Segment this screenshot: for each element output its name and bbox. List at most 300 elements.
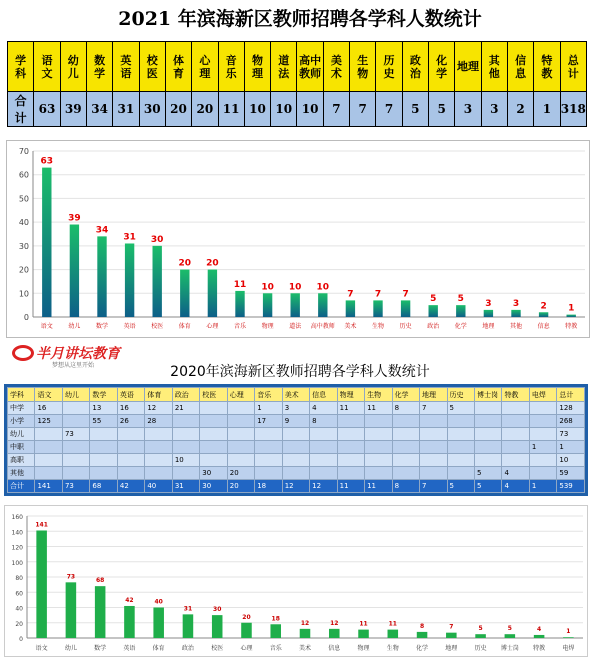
table-2020-cell [227, 428, 254, 441]
bar [346, 300, 355, 317]
table-2020-cell [117, 441, 144, 454]
table-2020-cell: 5 [447, 402, 474, 415]
table-2020-cell [200, 402, 227, 415]
bar [505, 634, 516, 638]
table-2020-cell: 生物 [365, 388, 392, 402]
x-tick-label: 地理 [445, 645, 458, 652]
bar-value-label: 1 [566, 628, 571, 636]
table-2020-cell [310, 428, 337, 441]
table-2020-cell [145, 441, 172, 454]
table-2020-cell [365, 428, 392, 441]
table-2020-cell: 30 [200, 467, 227, 480]
table-2020-cell [90, 454, 117, 467]
bar [511, 310, 520, 317]
table-2020-cell [172, 428, 199, 441]
x-tick-label: 语文 [40, 323, 53, 330]
y-tick-label: 30 [18, 241, 29, 251]
x-tick-label: 生物 [371, 323, 385, 330]
table-2020-cell: 17 [255, 415, 282, 428]
bar [300, 629, 311, 638]
bar-value-label: 40 [154, 598, 163, 606]
table-2020-cell [255, 441, 282, 454]
table-2020-cell [447, 454, 474, 467]
y-tick-label: 40 [18, 218, 29, 228]
bar [429, 305, 438, 317]
table-2020-cell: 73 [62, 480, 89, 493]
table-2020-cell [529, 467, 556, 480]
table-2020-cell [145, 454, 172, 467]
table-2020-cell: 物理 [337, 388, 364, 402]
table-2021-value-cell: 31 [113, 92, 139, 127]
table-2020-cell [282, 428, 309, 441]
bar-value-label: 4 [537, 625, 542, 633]
table-2020-cell: 268 [557, 415, 585, 428]
table-2020-cell: 音乐 [255, 388, 282, 402]
table-2020-cell: 12 [145, 402, 172, 415]
table-2020-cell: 历史 [447, 388, 474, 402]
table-2020 [7, 387, 585, 493]
table-2021-header-cell: 历 史 [376, 42, 402, 92]
x-tick-label: 特教 [533, 645, 546, 652]
table-2020-cell [200, 454, 227, 467]
table-2020-cell: 42 [117, 480, 144, 493]
x-tick-label: 音乐 [233, 323, 247, 330]
table-2021-value-cell: 合 计 [8, 92, 34, 127]
bar-value-label: 31 [183, 605, 193, 613]
bar [42, 168, 51, 317]
table-2020-cell: 12 [310, 480, 337, 493]
table-2020-cell [447, 415, 474, 428]
bar [183, 614, 194, 638]
x-tick-label: 特教 [565, 323, 578, 330]
table-2020-cell [255, 454, 282, 467]
table-2020-cell [62, 454, 89, 467]
logo-mark-icon [12, 345, 34, 361]
x-tick-label: 幼儿 [68, 323, 81, 330]
table-2020-row [8, 441, 585, 454]
table-2020-cell: 128 [557, 402, 585, 415]
table-2020-row [8, 428, 585, 441]
table-2020-cell: 学科 [8, 388, 35, 402]
table-2020-cell [420, 454, 447, 467]
table-2020-cell: 总计 [557, 388, 585, 402]
table-2020-cell [392, 441, 419, 454]
bar-value-label: 7 [374, 289, 382, 300]
y-tick-label: 20 [18, 265, 29, 275]
table-2020-cell [365, 441, 392, 454]
table-2021-header-cell: 其 他 [481, 42, 507, 92]
table-2020-cell [337, 415, 364, 428]
table-2020-cell [200, 441, 227, 454]
table-2020-cell: 小学 [8, 415, 35, 428]
x-tick-label: 历史 [474, 645, 487, 652]
table-2020-cell: 10 [172, 454, 199, 467]
table-2020-cell: 7 [420, 402, 447, 415]
table-2020-cell: 11 [337, 402, 364, 415]
logo-brand-text: 半月讲坛教育 [36, 346, 120, 362]
table-2020-cell: 31 [172, 480, 199, 493]
y-tick-label: 40 [15, 605, 23, 613]
table-2020-cell: 9 [282, 415, 309, 428]
table-2020-cell [35, 441, 62, 454]
table-2020-cell [35, 428, 62, 441]
table-2020-cell: 合计 [8, 480, 35, 493]
bar-value-label: 7 [449, 623, 454, 631]
table-2020-cell [447, 441, 474, 454]
chart-2021-svg [7, 141, 591, 339]
table-2020-cell [35, 454, 62, 467]
table-2020-cell [365, 415, 392, 428]
x-tick-label: 心理 [206, 323, 219, 330]
table-2020-cell: 1 [529, 441, 556, 454]
bar [291, 293, 300, 317]
x-tick-label: 美术 [344, 323, 357, 330]
table-2020-cell: 73 [62, 428, 89, 441]
table-2020-cell: 5 [474, 467, 501, 480]
table-2020-cell [447, 467, 474, 480]
table-2020-cell [502, 454, 529, 467]
x-tick-label: 体育 [178, 323, 191, 330]
table-2020-cell: 4 [502, 467, 529, 480]
bar [153, 608, 164, 639]
x-tick-label: 道法 [289, 323, 302, 330]
table-2020-cell: 16 [117, 402, 144, 415]
table-2020-cell [35, 467, 62, 480]
table-2020-cell: 中学 [8, 402, 35, 415]
table-2020-cell: 数学 [90, 388, 117, 402]
bar [97, 236, 106, 317]
table-2020-cell [529, 428, 556, 441]
bar-value-label: 12 [330, 619, 339, 627]
bar-value-label: 8 [419, 622, 425, 630]
table-2020-cell: 信息 [310, 388, 337, 402]
table-2021-header-cell: 体 育 [165, 42, 191, 92]
bar [125, 243, 134, 317]
table-2021-header-cell: 总 计 [560, 42, 586, 92]
table-2020-cell: 体育 [145, 388, 172, 402]
bar-value-label: 20 [242, 613, 251, 621]
table-2021-header-cell: 语 文 [34, 42, 60, 92]
x-tick-label: 信息 [537, 323, 550, 330]
y-tick-label: 160 [11, 514, 23, 521]
x-tick-label: 心理 [240, 645, 253, 652]
y-tick-label: 100 [11, 559, 23, 567]
table-2020-cell [255, 467, 282, 480]
table-2021-value-cell: 7 [323, 92, 349, 127]
table-2021-header-cell: 政 治 [402, 42, 428, 92]
x-tick-label: 物理 [261, 323, 274, 330]
bar-value-label: 39 [68, 213, 81, 224]
table-2021-header-cell: 校 医 [139, 42, 165, 92]
bar [475, 634, 486, 638]
chart-2020-svg [5, 506, 589, 658]
table-2020-cell [282, 467, 309, 480]
table-2020-cell [392, 415, 419, 428]
table-2020-cell: 8 [392, 480, 419, 493]
table-2020-cell: 20 [227, 467, 254, 480]
table-2020-cell [227, 415, 254, 428]
table-2021-total-row [8, 92, 587, 127]
table-2021-value-cell: 34 [86, 92, 112, 127]
y-tick-label: 60 [18, 170, 29, 180]
table-2021-value-cell: 7 [376, 92, 402, 127]
bar [534, 635, 545, 638]
table-2020-cell: 141 [35, 480, 62, 493]
table-2021-value-cell: 11 [218, 92, 244, 127]
bar-value-label: 63 [40, 156, 54, 167]
x-tick-label: 其他 [509, 323, 523, 330]
table-2020-cell: 11 [365, 480, 392, 493]
table-2021-value-cell: 30 [139, 92, 165, 127]
bar [270, 624, 281, 638]
y-tick-label: 50 [18, 194, 29, 204]
table-2020-cell [227, 454, 254, 467]
table-2021-header-cell: 音 乐 [218, 42, 244, 92]
table-2020-cell [502, 441, 529, 454]
y-tick-label: 140 [11, 529, 23, 537]
table-2021-value-cell: 63 [34, 92, 60, 127]
table-2020-cell: 3 [282, 402, 309, 415]
table-2020-cell: 高职 [8, 454, 35, 467]
bar-value-label: 18 [271, 615, 280, 623]
y-tick-label: 70 [18, 147, 29, 156]
x-tick-label: 信息 [328, 645, 341, 652]
table-2020-cell: 55 [90, 415, 117, 428]
bar-value-label: 7 [402, 289, 409, 300]
table-2020-cell [172, 441, 199, 454]
table-2020-cell [392, 454, 419, 467]
table-2020-cell [62, 467, 89, 480]
bar-value-label: 5 [507, 625, 512, 633]
chart-2020 [4, 505, 588, 657]
bar-value-label: 141 [35, 521, 48, 529]
table-2020-cell: 10 [557, 454, 585, 467]
bar [235, 291, 244, 317]
table-2020-cell: 8 [392, 402, 419, 415]
table-2020-cell: 68 [90, 480, 117, 493]
x-tick-label: 化学 [454, 323, 467, 330]
table-2020-row [8, 467, 585, 480]
table-2021-header-cell: 物 理 [244, 42, 270, 92]
bar [373, 300, 382, 317]
bar-value-label: 73 [66, 573, 76, 581]
table-2020-cell [337, 454, 364, 467]
bar [153, 246, 162, 317]
table-2020-cell: 21 [172, 402, 199, 415]
table-2020-cell [117, 454, 144, 467]
table-2020-cell: 539 [557, 480, 585, 493]
table-2020-cell: 幼儿 [62, 388, 89, 402]
table-2020-cell [227, 441, 254, 454]
table-2021-header-cell: 英 语 [113, 42, 139, 92]
table-2020-cell: 13 [90, 402, 117, 415]
bar-value-label: 1 [568, 303, 575, 314]
table-2020-cell: 59 [557, 467, 585, 480]
table-2021-value-cell: 2 [507, 92, 533, 127]
table-2021 [7, 41, 587, 127]
table-2020-cell [502, 402, 529, 415]
table-2020-cell: 8 [310, 415, 337, 428]
table-2020-cell [200, 428, 227, 441]
table-2020-cell [145, 428, 172, 441]
table-2021-header-cell: 学 科 [8, 42, 34, 92]
table-2021-header-cell: 美 术 [323, 42, 349, 92]
table-2020-cell [474, 428, 501, 441]
table-2020-cell [310, 454, 337, 467]
table-2021-header-cell: 数 学 [86, 42, 112, 92]
table-2021-header-cell: 地理 [455, 42, 481, 92]
table-2021-header-cell: 心 理 [192, 42, 218, 92]
y-tick-label: 120 [11, 544, 23, 552]
table-2021-header-cell: 幼 儿 [60, 42, 86, 92]
bar-value-label: 5 [478, 625, 483, 633]
table-2021-value-cell: 318 [560, 92, 586, 127]
bar [70, 225, 79, 317]
x-tick-label: 地理 [482, 323, 495, 330]
table-2021-header-row [8, 42, 587, 92]
table-2020-cell: 化学 [392, 388, 419, 402]
y-tick-label: 80 [15, 575, 23, 582]
table-2020-cell [420, 428, 447, 441]
table-2020-cell: 4 [502, 480, 529, 493]
bar [263, 293, 272, 317]
bar-value-label: 31 [123, 232, 136, 243]
table-2020-cell [474, 415, 501, 428]
x-tick-label: 化学 [416, 645, 429, 652]
bar-value-label: 2 [540, 301, 547, 312]
table-2021-value-cell: 20 [192, 92, 218, 127]
y-tick-label: 0 [23, 313, 29, 322]
bar [329, 629, 340, 638]
table-2020-cell: 12 [282, 480, 309, 493]
table-2020-cell [62, 402, 89, 415]
bar [241, 623, 252, 638]
table-2021-header-cell: 高中 教师 [297, 42, 323, 92]
bar-value-label: 68 [95, 577, 105, 585]
table-2020-frame [4, 384, 588, 496]
table-2020-cell: 校医 [200, 388, 227, 402]
x-tick-label: 幼儿 [64, 645, 77, 652]
table-2020-cell: 特教 [502, 388, 529, 402]
table-2020-cell: 地理 [420, 388, 447, 402]
table-2020-cell: 16 [35, 402, 62, 415]
y-tick-label: 0 [19, 636, 23, 643]
table-2020-cell [392, 467, 419, 480]
bar-value-label: 34 [95, 225, 109, 236]
x-tick-label: 高中教师 [310, 323, 335, 330]
bar-value-label: 3 [512, 298, 520, 309]
table-2020-cell [117, 467, 144, 480]
x-tick-label: 体育 [152, 645, 165, 652]
x-tick-label: 生物 [386, 645, 399, 652]
table-2020-cell [90, 467, 117, 480]
bar [446, 633, 457, 638]
bar-value-label: 11 [233, 279, 247, 290]
table-2021-value-cell: 10 [297, 92, 323, 127]
table-2020-cell [392, 428, 419, 441]
bar [212, 615, 223, 638]
bar-value-label: 12 [300, 619, 310, 627]
table-2020-cell [310, 441, 337, 454]
x-tick-label: 校医 [151, 323, 164, 330]
table-2020-cell [474, 454, 501, 467]
table-2020-cell [447, 428, 474, 441]
table-2020-cell [529, 454, 556, 467]
bar [36, 530, 47, 638]
bar [401, 300, 410, 317]
y-tick-label: 60 [15, 590, 23, 598]
table-2020-cell [172, 467, 199, 480]
table-2021-value-cell: 3 [481, 92, 507, 127]
table-2020-cell: 125 [35, 415, 62, 428]
bar-value-label: 30 [213, 606, 222, 614]
table-2021-value-cell: 3 [455, 92, 481, 127]
table-2020-cell: 语文 [35, 388, 62, 402]
bar-value-label: 10 [261, 282, 274, 293]
table-2021-value-cell: 10 [271, 92, 297, 127]
table-2020-cell: 政治 [172, 388, 199, 402]
table-2020-cell [420, 467, 447, 480]
bar-value-label: 11 [388, 620, 397, 628]
table-2020-cell: 5 [474, 480, 501, 493]
bar [66, 582, 77, 638]
table-2020-cell: 英语 [117, 388, 144, 402]
table-2020-cell: 7 [420, 480, 447, 493]
table-2020-cell [282, 454, 309, 467]
table-2020-cell: 11 [337, 480, 364, 493]
y-tick-label: 20 [15, 620, 23, 628]
table-2020-cell: 73 [557, 428, 585, 441]
table-2020-cell: 18 [255, 480, 282, 493]
table-2020-cell [255, 428, 282, 441]
table-2020-cell [337, 467, 364, 480]
bar [539, 312, 548, 317]
x-tick-label: 校医 [211, 645, 224, 652]
x-tick-label: 电焊 [562, 645, 575, 652]
x-tick-label: 政治 [181, 645, 194, 652]
table-2020-cell [90, 441, 117, 454]
table-2020-cell [474, 441, 501, 454]
bar-value-label: 11 [359, 620, 368, 628]
x-tick-label: 音乐 [269, 645, 282, 652]
bar-value-label: 5 [430, 294, 437, 305]
bar [456, 305, 465, 317]
x-tick-label: 英语 [123, 323, 136, 330]
bar-value-label: 10 [288, 282, 302, 293]
table-2020-cell: 幼儿 [8, 428, 35, 441]
bar-value-label: 5 [457, 294, 464, 305]
bar-value-label: 20 [206, 258, 219, 269]
table-2020-header-row [8, 388, 585, 402]
table-2020-row [8, 454, 585, 467]
table-2020-cell: 1 [255, 402, 282, 415]
table-2020-cell: 11 [365, 402, 392, 415]
bar [388, 630, 399, 638]
table-2021-header-cell: 信 息 [507, 42, 533, 92]
table-2021-value-cell: 20 [165, 92, 191, 127]
table-2020-cell [117, 428, 144, 441]
x-tick-label: 政治 [427, 323, 440, 330]
table-2021-header-cell: 生 物 [350, 42, 376, 92]
x-tick-label: 数学 [95, 323, 109, 330]
table-2021-value-cell: 39 [60, 92, 86, 127]
table-2021-header-cell: 化 学 [429, 42, 455, 92]
bar [95, 586, 106, 638]
x-tick-label: 数学 [94, 645, 107, 652]
table-2020-cell [145, 467, 172, 480]
table-2020-cell [365, 467, 392, 480]
bar [563, 637, 574, 638]
